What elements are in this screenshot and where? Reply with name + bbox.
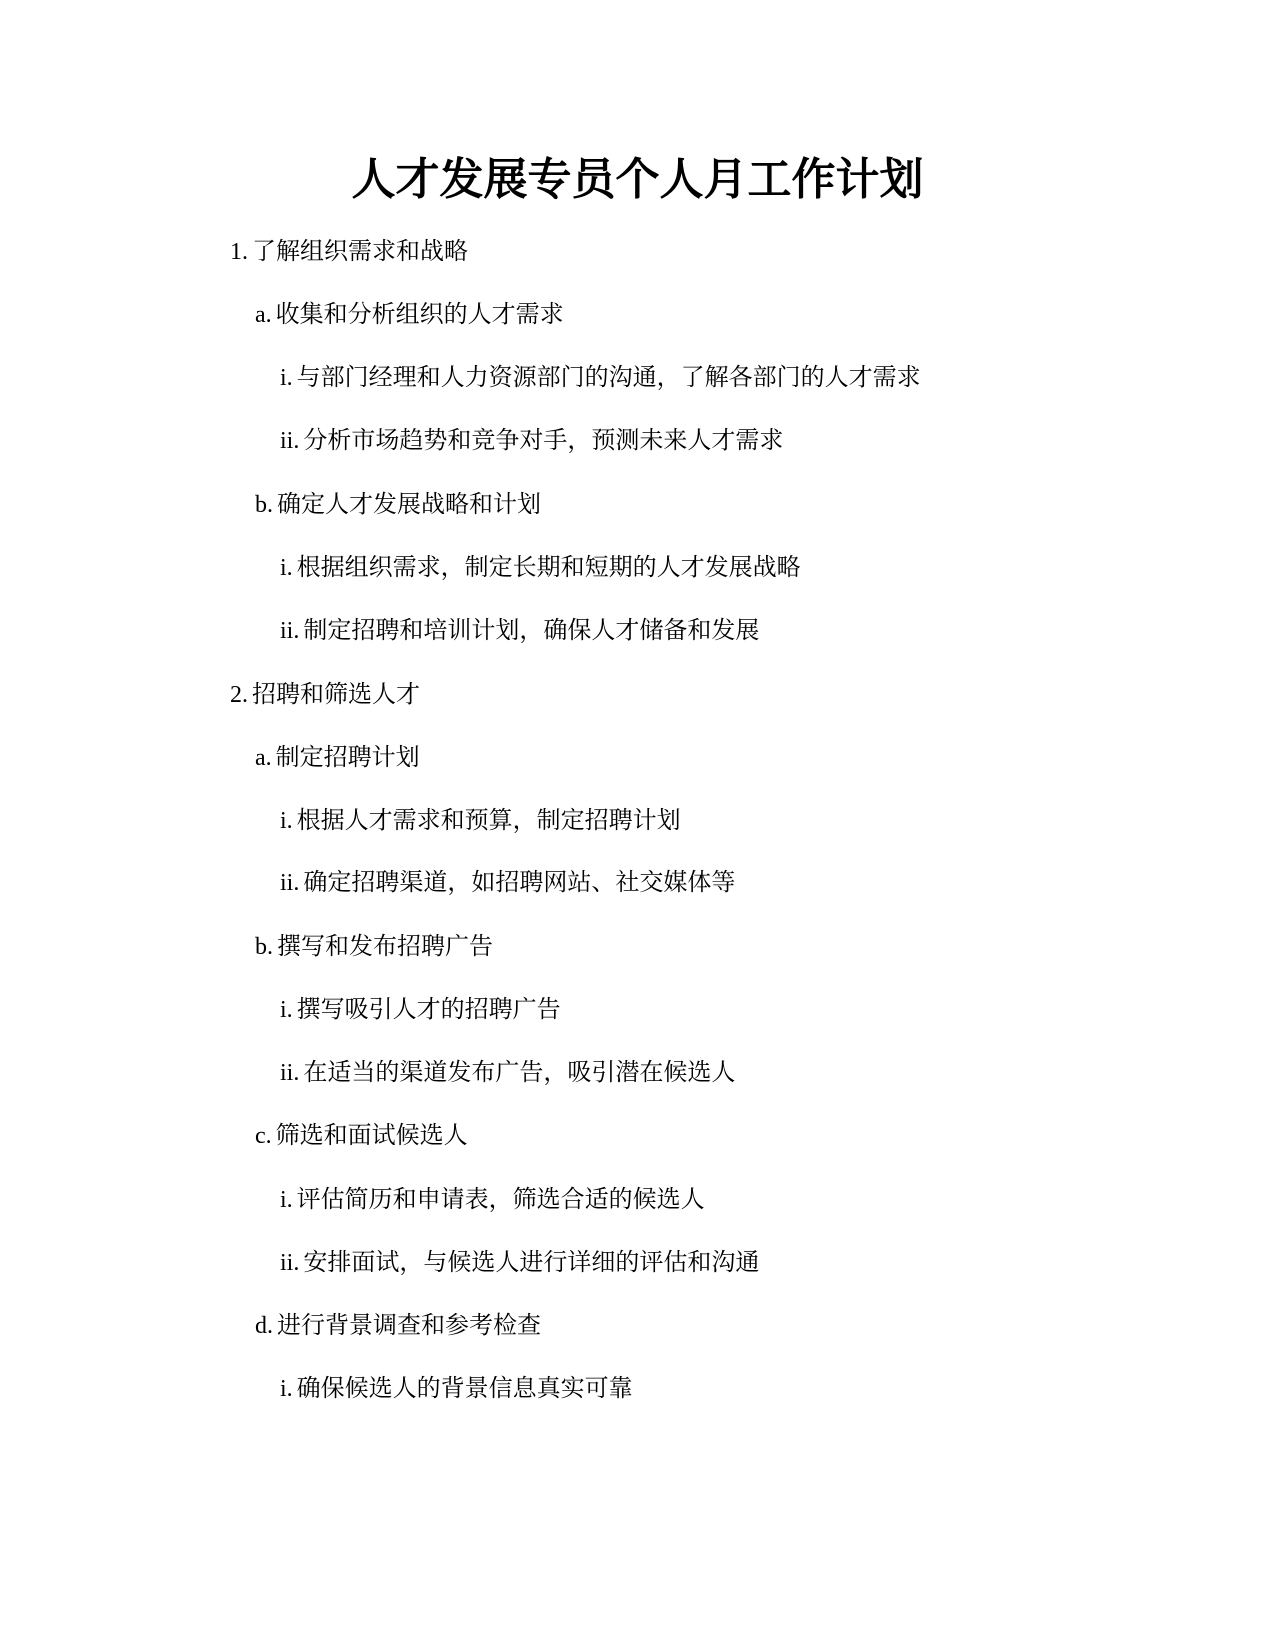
outline-marker: b. xyxy=(255,934,273,960)
outline-item xyxy=(280,552,801,584)
outline-item xyxy=(280,1247,759,1279)
outline-marker: ii. xyxy=(280,870,300,896)
outline-item xyxy=(255,1310,541,1342)
outline-text: 招聘和筛选人才 xyxy=(252,682,420,708)
outline-marker: a. xyxy=(255,745,272,771)
outline-marker: b. xyxy=(255,492,273,518)
outline-text: 制定招聘和培训计划，确保人才储备和发展 xyxy=(303,618,760,644)
outline-item xyxy=(255,742,420,774)
outline-text: 在适当的渠道发布广告，吸引潜在候选人 xyxy=(303,1060,736,1086)
outline-text: 制定招聘计划 xyxy=(275,745,420,771)
outline-item xyxy=(255,1120,468,1152)
outline-marker: ii. xyxy=(280,428,300,454)
outline-text: 了解组织需求和战略 xyxy=(252,239,468,265)
outline-marker: i. xyxy=(280,1376,293,1402)
outline-marker: d. xyxy=(255,1313,273,1339)
outline-text: 确定招聘渠道，如招聘网站、社交媒体等 xyxy=(303,870,736,896)
outline-marker: ii. xyxy=(280,1060,300,1086)
outline-item xyxy=(230,679,420,711)
outline-item xyxy=(280,805,681,837)
outline-text: 收集和分析组织的人才需求 xyxy=(275,302,564,328)
outline-item xyxy=(280,994,561,1026)
outline-text: 撰写吸引人才的招聘广告 xyxy=(296,997,561,1023)
outline-item xyxy=(280,867,735,899)
outline-marker: ii. xyxy=(280,1250,300,1276)
outline-text: 确保候选人的背景信息真实可靠 xyxy=(296,1376,633,1402)
outline-item xyxy=(280,1184,705,1216)
outline-text: 根据组织需求，制定长期和短期的人才发展战略 xyxy=(296,555,801,581)
outline-marker: a. xyxy=(255,302,272,328)
outline-text: 确定人才发展战略和计划 xyxy=(277,492,541,518)
outline-marker: i. xyxy=(280,808,293,834)
outline-item xyxy=(280,615,759,647)
outline-item xyxy=(280,1057,735,1089)
outline-item xyxy=(280,362,921,394)
outline-text: 撰写和发布招聘广告 xyxy=(277,934,493,960)
outline-marker: 1. xyxy=(230,239,248,265)
outline-marker: i. xyxy=(280,997,293,1023)
outline-marker: 2. xyxy=(230,682,248,708)
outline-item xyxy=(280,1373,633,1405)
outline-marker: i. xyxy=(280,365,293,391)
document-title: 人才发展专员个人月工作计划 xyxy=(351,154,924,205)
outline-item xyxy=(280,425,783,457)
outline-item xyxy=(255,931,493,963)
outline-marker: ii. xyxy=(280,618,300,644)
outline-text: 筛选和面试候选人 xyxy=(275,1123,468,1149)
outline-text: 根据人才需求和预算，制定招聘计划 xyxy=(296,808,681,834)
outline-item xyxy=(255,489,541,521)
outline-text: 评估简历和申请表，筛选合适的候选人 xyxy=(296,1187,705,1213)
outline-text: 进行背景调查和参考检查 xyxy=(277,1313,541,1339)
outline-marker: c. xyxy=(255,1123,272,1149)
outline-item xyxy=(230,236,468,268)
outline-marker: i. xyxy=(280,555,293,581)
outline-text: 与部门经理和人力资源部门的沟通，了解各部门的人才需求 xyxy=(296,365,921,391)
outline-item xyxy=(255,299,564,331)
outline-marker: i. xyxy=(280,1187,293,1213)
outline-text: 分析市场趋势和竞争对手，预测未来人才需求 xyxy=(303,428,784,454)
outline-text: 安排面试，与候选人进行详细的评估和沟通 xyxy=(303,1250,760,1276)
